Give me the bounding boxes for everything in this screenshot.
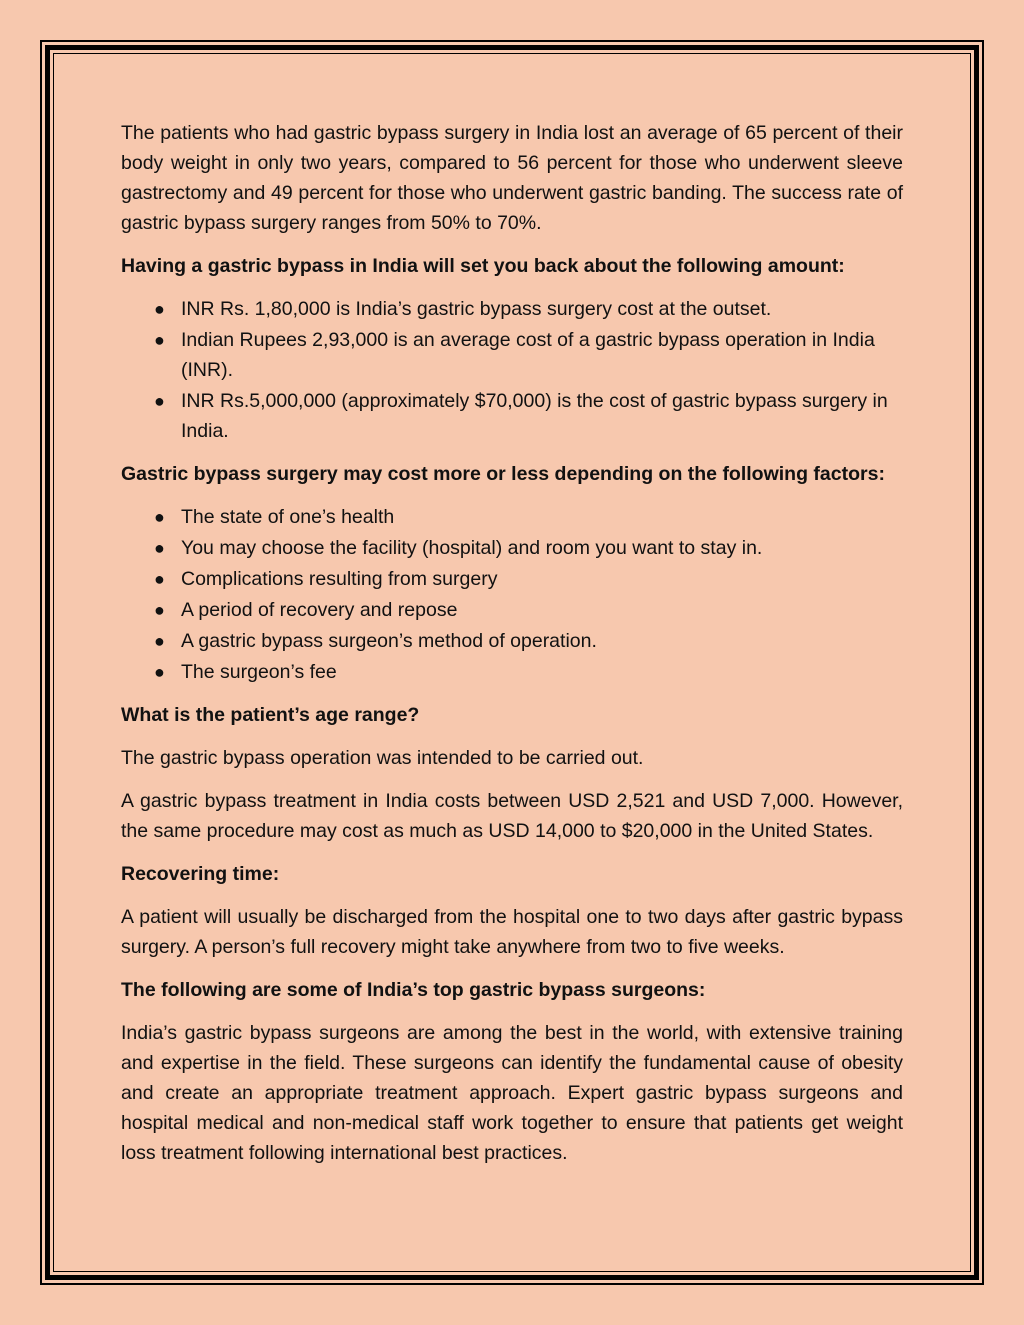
cost-compare-paragraph: A gastric bypass treatment in India costs between USD 2,521 and USD 7,000. However, the same procedure may cost as much as USD 14,000 to $20,000 in the United States. <box>121 790 903 842</box>
bullet-icon: ● <box>154 631 165 651</box>
bullet-icon: ● <box>154 600 165 620</box>
bullet-icon: ● <box>154 391 165 411</box>
list-item: ● A gastric bypass surgeon’s method of operation. <box>121 626 903 656</box>
surgeons-heading: The following are some of India’s top gastric bypass surgeons: <box>121 979 706 1001</box>
age-paragraph: The gastric bypass operation was intended to be carried out. <box>121 747 644 769</box>
factors-list <box>121 502 903 687</box>
list-item: ● Complications resulting from surgery <box>121 564 903 594</box>
list-item: ● The surgeon’s fee <box>121 657 903 687</box>
bullet-icon: ● <box>154 538 165 558</box>
list-item: ● You may choose the facility (hospital) and room you want to stay in. <box>121 533 903 563</box>
bullet-icon: ● <box>154 330 165 350</box>
bullet-icon: ● <box>154 662 165 682</box>
recovery-heading: Recovering time: <box>121 863 280 885</box>
cost-heading: Having a gastric bypass in India will set you back about the following amount: <box>121 255 845 277</box>
list-item: ● The state of one’s health <box>121 502 903 532</box>
cost-list <box>121 294 903 446</box>
intro-paragraph: The patients who had gastric bypass surgery in India lost an average of 65 percent of their body weight in only two years, compared to 56 percent for those who underwent sleeve gastrectomy and 49 percent for those who underwent gastric banding. The success rate of gastric bypass surgery ranges from 50% to 70%. <box>121 122 903 234</box>
list-item: ● INR Rs.5,000,000 (approximately $70,000) is the cost of gastric bypass surgery in India. <box>121 386 903 446</box>
age-heading: What is the patient’s age range? <box>121 704 420 726</box>
bullet-icon: ● <box>154 569 165 589</box>
bullet-icon: ● <box>154 507 165 527</box>
document-body <box>121 118 903 1181</box>
list-item: ● A period of recovery and repose <box>121 595 903 625</box>
list-item: ● Indian Rupees 2,93,000 is an average cost of a gastric bypass operation in India (INR). <box>121 325 903 385</box>
factors-heading: Gastric bypass surgery may cost more or less depending on the following factors: <box>121 463 885 485</box>
surgeons-paragraph: India’s gastric bypass surgeons are among the best in the world, with extensive training and expertise in the field. These surgeons can identify the fundamental cause of obesity and create an appropriate treatment approach. Expert gastric bypass surgeons and hospital medical and non-medical staff work together to ensure that patients get weight loss treatment following international best practices. <box>121 1022 903 1164</box>
bullet-icon: ● <box>154 299 165 319</box>
recovery-paragraph: A patient will usually be discharged from the hospital one to two days after gastric bypass surgery. A person’s full recovery might take anywhere from two to five weeks. <box>121 906 903 958</box>
list-item: ● INR Rs. 1,80,000 is India’s gastric bypass surgery cost at the outset. <box>121 294 903 324</box>
